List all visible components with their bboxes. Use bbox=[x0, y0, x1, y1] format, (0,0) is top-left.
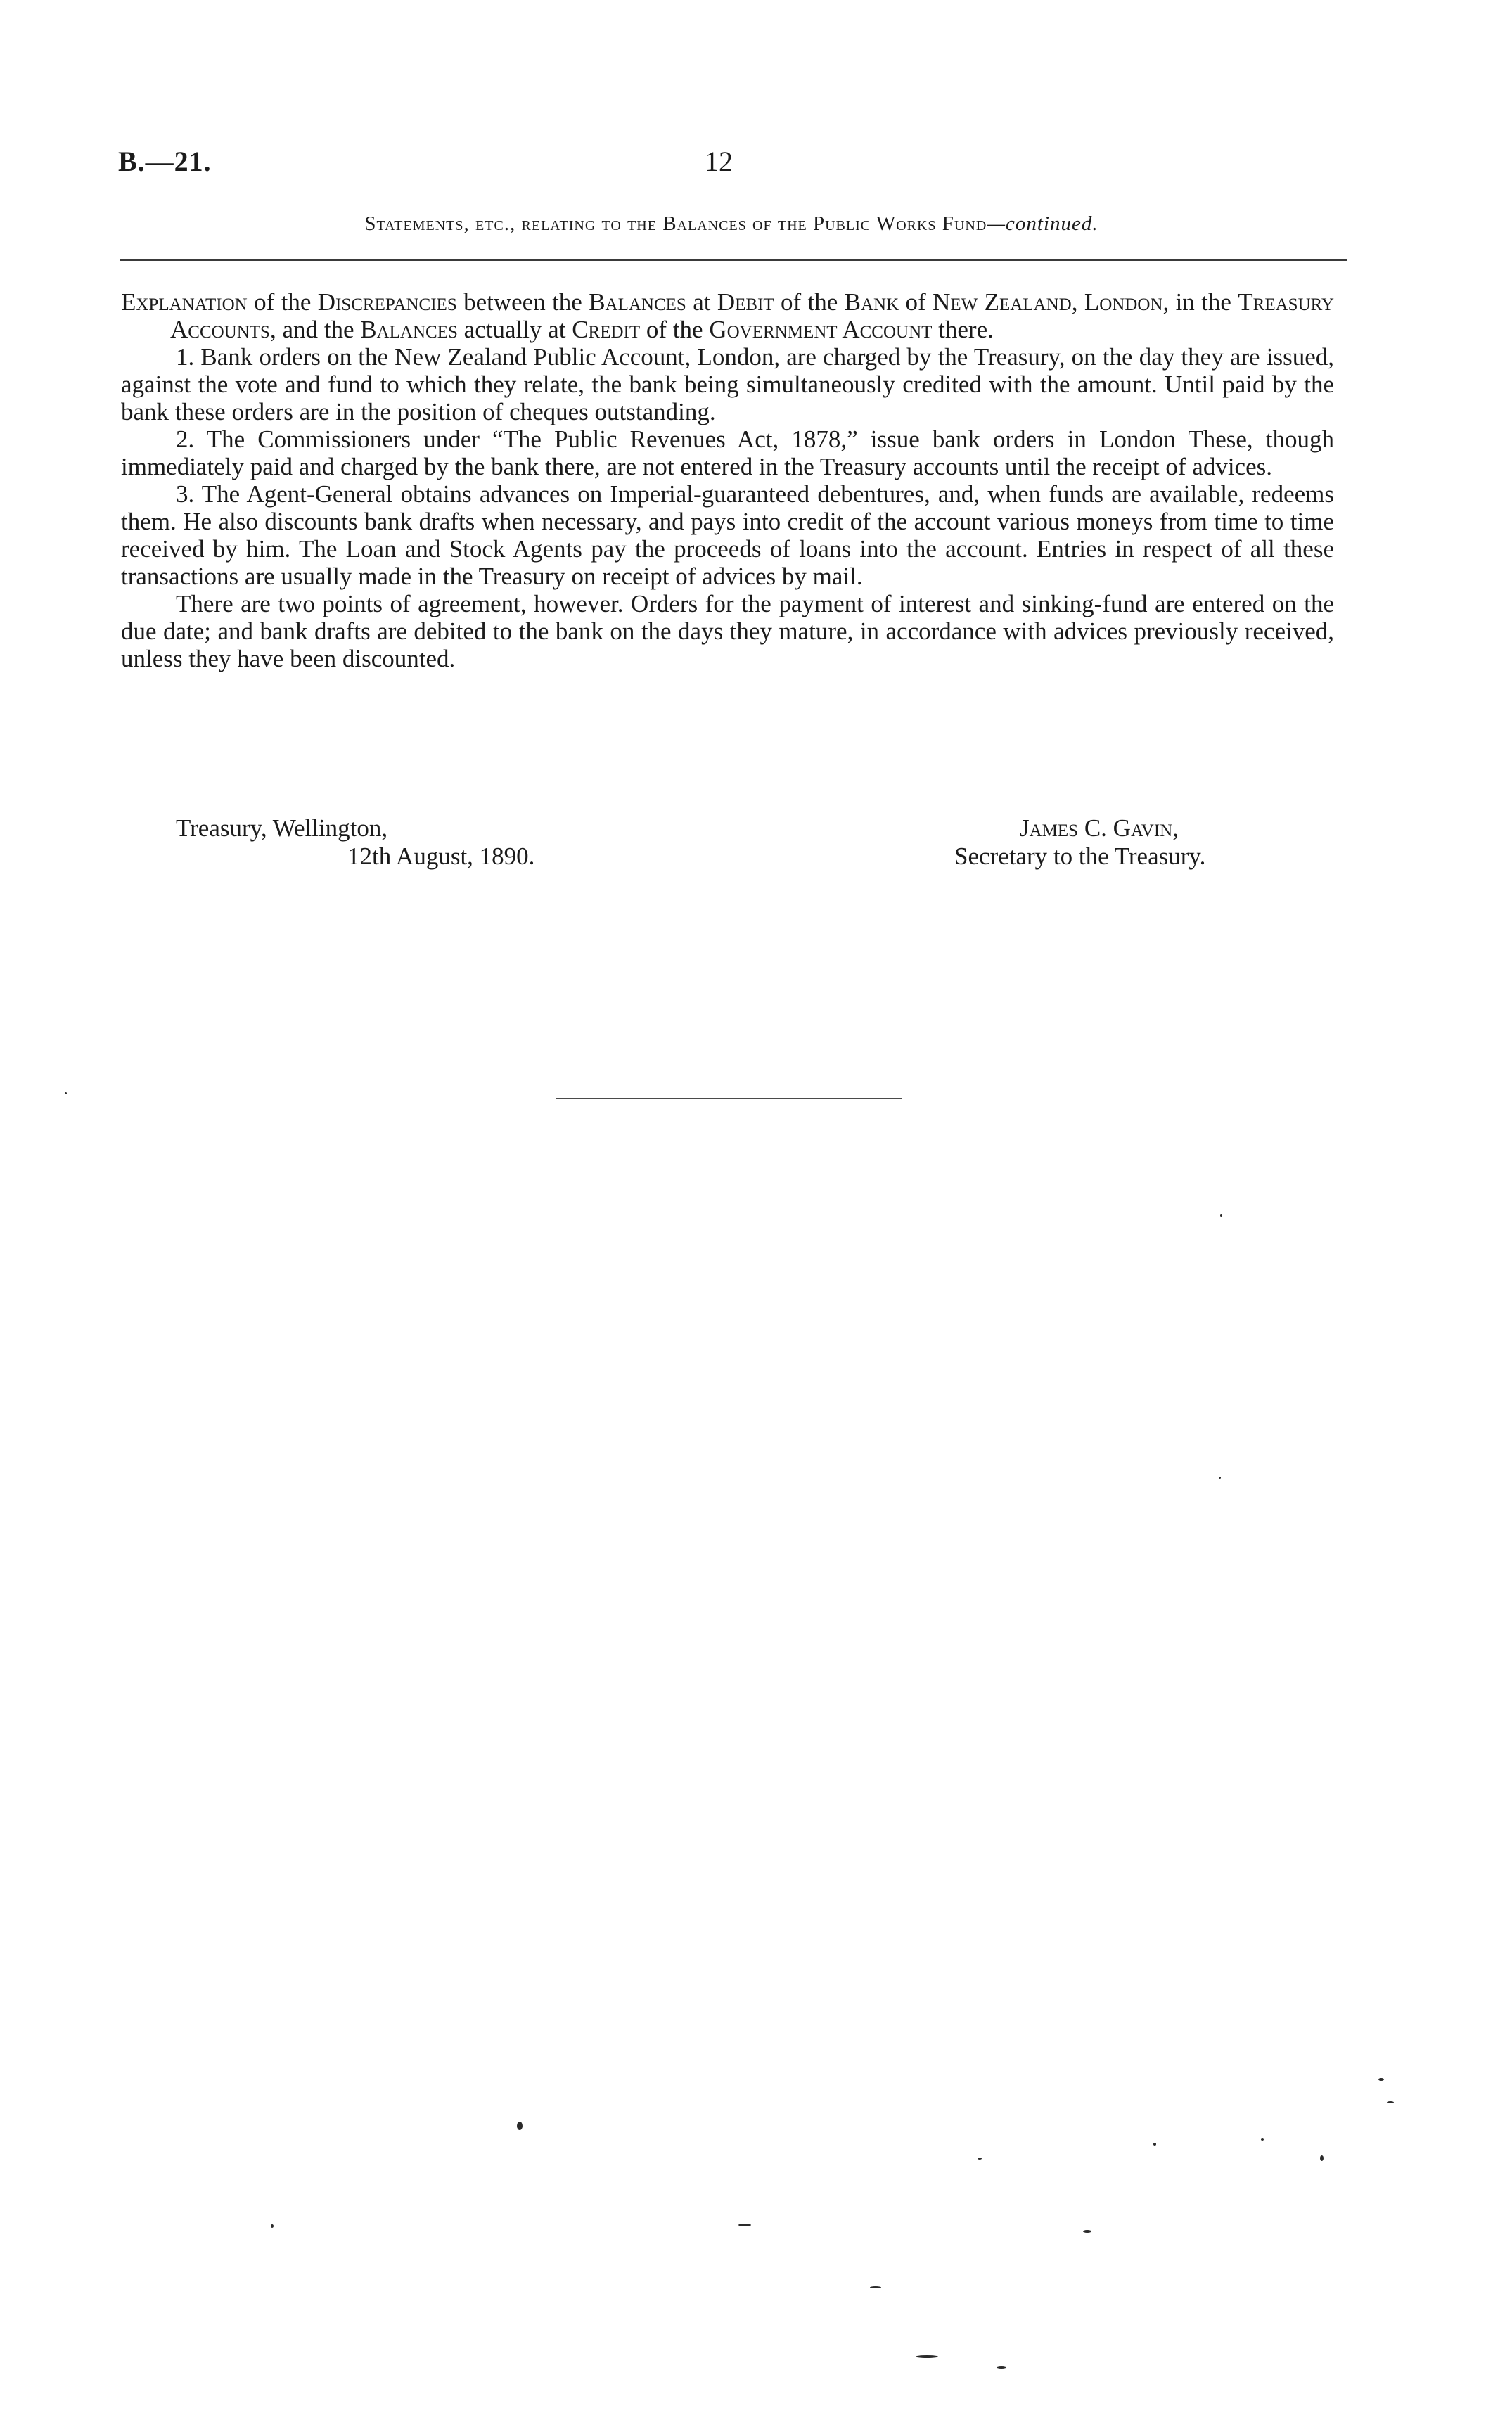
top-rule bbox=[120, 259, 1347, 261]
page-number: 12 bbox=[705, 146, 733, 177]
document-reference: B.—21. bbox=[118, 146, 212, 177]
running-head bbox=[120, 212, 1343, 236]
paragraph-1: 1. Bank orders on the New Zealand Public Account, London, are charged by the Treasury, on the day they are issued, against the vote and fund to which they relate, the bank being simultaneously credited with the amount. Until paid by the bank these orders are in the position of cheques outstanding. bbox=[121, 343, 1334, 425]
running-head-continued: —continued. bbox=[987, 212, 1098, 235]
signature-place: Treasury, Wellington, bbox=[176, 814, 388, 842]
signatory-title: Secretary to the Treasury. bbox=[954, 842, 1206, 870]
heading-word: of the bbox=[640, 316, 710, 343]
heading-word: there. bbox=[932, 316, 994, 343]
running-head-title: Statements, etc., relating to the Balances of the Public Works Fund bbox=[364, 212, 987, 235]
scan-speck bbox=[1320, 2155, 1324, 2161]
scan-speck bbox=[1220, 1214, 1222, 1217]
heading-word: at bbox=[686, 288, 717, 316]
heading-word: Balances bbox=[589, 288, 686, 316]
closing-rule bbox=[556, 1098, 902, 1099]
scan-speck bbox=[978, 2158, 982, 2160]
paragraph-3: 3. The Agent-General obtains advances on Imperial-guaranteed debentures, and, when funds are available, redeems them. He also discounts bank drafts when necessary, and pays into credit of the account various moneys from time to time received by him. The Loan and Stock Agents pay the proceeds of loans into the account. Entries in respect of all these transactions are usually made in the Treasury on receipt of advices by mail. bbox=[121, 480, 1334, 590]
heading-word: between the bbox=[456, 288, 589, 316]
heading-word: actually at bbox=[457, 316, 572, 343]
scan-speck bbox=[65, 1092, 67, 1094]
heading-word: Treasury Accounts bbox=[170, 288, 1334, 343]
scan-speck bbox=[1378, 2078, 1384, 2081]
heading-word: Bank bbox=[844, 288, 899, 316]
scan-speck bbox=[738, 2224, 751, 2226]
paragraph-agreement: There are two points of agreement, however. Orders for the payment of interest and sinking-fund are entered on the due date; and bank drafts are debited to the bank on the days they mature, in accordance with advices previously received, unless they have been discounted. bbox=[121, 590, 1334, 672]
heading-word: Explanation bbox=[121, 288, 248, 316]
scan-speck bbox=[1153, 2143, 1156, 2146]
scan-speck bbox=[517, 2122, 523, 2130]
heading-word: Government Account bbox=[709, 316, 933, 343]
scan-speck bbox=[1261, 2138, 1264, 2141]
scan-speck bbox=[1387, 2101, 1394, 2103]
heading-word: of bbox=[899, 288, 933, 316]
scan-speck bbox=[916, 2355, 938, 2358]
heading-word: Discrepancies bbox=[317, 288, 457, 316]
scan-speck bbox=[1083, 2230, 1091, 2233]
signatory-name: James C. Gavin, bbox=[1020, 814, 1179, 842]
paragraph-2: 2. The Commissioners under “The Public Revenues Act, 1878,” issue bank orders in London These, though immediately paid and charged by the bank there, are not entered in the Treasury accounts until the receipt of advices. bbox=[121, 425, 1334, 480]
scan-speck bbox=[997, 2366, 1006, 2369]
heading-word: New Zealand, London bbox=[933, 288, 1163, 316]
heading-word: Credit bbox=[572, 316, 641, 343]
heading-word: Debit bbox=[717, 288, 774, 316]
scan-speck bbox=[870, 2286, 881, 2288]
explanation-heading bbox=[121, 288, 1334, 343]
scan-speck bbox=[271, 2224, 274, 2228]
scan-speck bbox=[1219, 1477, 1221, 1479]
body-text bbox=[121, 288, 1334, 672]
signature-date: 12th August, 1890. bbox=[347, 842, 535, 870]
heading-word: of the bbox=[247, 288, 318, 316]
heading-word: , and the bbox=[269, 316, 361, 343]
heading-word: , in the bbox=[1162, 288, 1238, 316]
heading-word: Balances bbox=[360, 316, 458, 343]
heading-word: of the bbox=[774, 288, 845, 316]
